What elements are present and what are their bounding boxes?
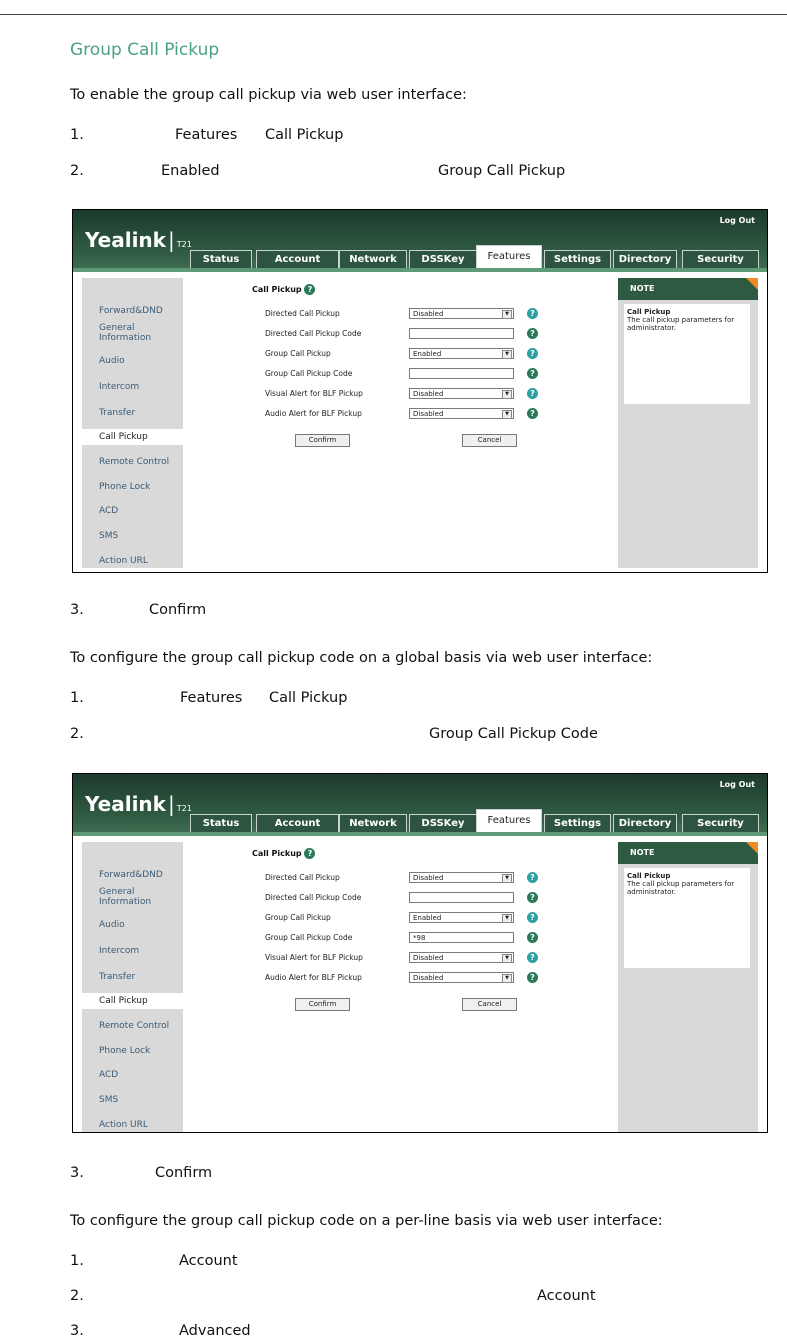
help-icon[interactable]: ? — [527, 872, 538, 883]
note-corner — [746, 278, 758, 290]
help-icon[interactable]: ? — [304, 284, 315, 295]
help-icon[interactable]: ? — [527, 368, 538, 379]
confirm-button[interactable]: Confirm — [295, 998, 350, 1011]
tab-dsskey[interactable]: DSSKey — [409, 250, 477, 268]
note-title: NOTE — [618, 842, 758, 864]
header-divider — [73, 832, 767, 836]
web-header — [73, 774, 767, 832]
intro-per-line: To configure the group call pickup code on a per-line basis via web user interface: — [70, 1213, 663, 1229]
field-label: Group Call Pickup Code — [265, 933, 353, 942]
field-select[interactable]: Disabled ▼ — [409, 408, 514, 419]
chevron-down-icon[interactable]: ▼ — [502, 954, 512, 963]
header-divider — [73, 268, 767, 272]
step-number: 3. — [70, 1323, 84, 1339]
sidebar-item[interactable]: Phone Lock — [99, 1046, 151, 1056]
cancel-button[interactable]: Cancel — [462, 434, 517, 447]
cancel-button[interactable]: Cancel — [462, 998, 517, 1011]
field-select[interactable]: Enabled ▼ — [409, 912, 514, 923]
help-icon[interactable]: ? — [527, 328, 538, 339]
tab-features[interactable]: Features — [476, 245, 542, 269]
tab-account[interactable]: Account — [256, 814, 339, 832]
tab-security[interactable]: Security — [682, 814, 759, 832]
step-keyword: Confirm — [149, 602, 207, 618]
step-number: 3. — [70, 602, 84, 618]
sidebar-item[interactable]: Transfer — [99, 408, 136, 418]
sidebar-item[interactable]: Forward&DND — [99, 306, 163, 316]
field-select[interactable]: Enabled ▼ — [409, 348, 514, 359]
note-body: Call Pickup The call pickup parameters for administrator. — [624, 868, 750, 968]
help-icon[interactable]: ? — [527, 308, 538, 319]
field-label: Group Call Pickup — [265, 913, 331, 922]
sidebar-item[interactable]: Transfer — [99, 972, 136, 982]
step-keyword: Account — [537, 1288, 596, 1304]
help-icon[interactable]: ? — [527, 348, 538, 359]
intro-enable: To enable the group call pickup via web user interface: — [70, 87, 467, 103]
sidebar — [82, 842, 183, 1132]
sidebar-item-call-pickup[interactable]: Call Pickup — [82, 429, 183, 445]
tab-account[interactable]: Account — [256, 250, 339, 268]
note-corner — [746, 842, 758, 854]
step-keyword: Features — [180, 690, 243, 706]
step-number: 2. — [70, 726, 84, 742]
field-select[interactable]: Disabled ▼ — [409, 872, 514, 883]
note-panel — [618, 278, 758, 568]
sidebar-item-general-information[interactable]: General Information — [99, 323, 152, 343]
sidebar-item[interactable]: Intercom — [99, 382, 140, 392]
web-header — [73, 210, 767, 268]
help-icon[interactable]: ? — [527, 912, 538, 923]
help-icon[interactable]: ? — [527, 952, 538, 963]
field-input[interactable] — [409, 368, 514, 379]
help-icon[interactable]: ? — [527, 408, 538, 419]
chevron-down-icon[interactable]: ▼ — [502, 874, 512, 883]
help-icon[interactable]: ? — [527, 388, 538, 399]
field-label: Visual Alert for BLF Pickup — [265, 953, 363, 962]
field-label: Group Call Pickup Code — [265, 369, 353, 378]
step-keyword: Confirm — [155, 1165, 213, 1181]
tab-security[interactable]: Security — [682, 250, 759, 268]
field-label: Directed Call Pickup Code — [265, 329, 362, 338]
step-number: 2. — [70, 163, 84, 179]
tab-directory[interactable]: Directory — [613, 250, 677, 268]
chevron-down-icon[interactable]: ▼ — [502, 914, 512, 923]
field-input[interactable]: *98 — [409, 932, 514, 943]
sidebar-item[interactable]: Action URL — [99, 556, 148, 566]
step-number: 3. — [70, 1165, 84, 1181]
chevron-down-icon[interactable]: ▼ — [502, 410, 512, 419]
chevron-down-icon[interactable]: ▼ — [502, 310, 512, 319]
sidebar-item-call-pickup[interactable]: Call Pickup — [82, 993, 183, 1009]
field-label: Visual Alert for BLF Pickup — [265, 389, 363, 398]
chevron-down-icon[interactable]: ▼ — [502, 390, 512, 399]
field-label: Audio Alert for BLF Pickup — [265, 409, 362, 418]
sidebar-item[interactable]: Audio — [99, 356, 125, 366]
sidebar — [82, 278, 183, 568]
field-select[interactable]: Disabled ▼ — [409, 952, 514, 963]
step-keyword: Account — [179, 1253, 238, 1269]
field-select[interactable]: Disabled ▼ — [409, 388, 514, 399]
field-label: Directed Call Pickup — [265, 309, 340, 318]
field-select[interactable]: Disabled ▼ — [409, 972, 514, 983]
intro-global: To configure the group call pickup code on a global basis via web user interface: — [70, 650, 653, 666]
sidebar-item[interactable]: Remote Control — [99, 1021, 170, 1031]
help-icon[interactable]: ? — [527, 892, 538, 903]
tab-network[interactable]: Network — [339, 814, 407, 832]
step-keyword: Call Pickup — [265, 127, 344, 143]
form-title: Call Pickup ? — [252, 284, 315, 295]
sidebar-item[interactable]: ACD — [99, 1070, 119, 1080]
step-keyword: Features — [175, 127, 238, 143]
field-label: Directed Call Pickup Code — [265, 893, 362, 902]
form-title: Call Pickup ? — [252, 848, 315, 859]
field-select[interactable]: Disabled ▼ — [409, 308, 514, 319]
help-icon[interactable]: ? — [527, 932, 538, 943]
tab-settings[interactable]: Settings — [544, 814, 611, 832]
help-icon[interactable]: ? — [304, 848, 315, 859]
tab-settings[interactable]: Settings — [544, 250, 611, 268]
sidebar-item[interactable]: ACD — [99, 506, 119, 516]
web-ui-screenshot-global-code — [72, 773, 768, 1133]
field-label: Directed Call Pickup — [265, 873, 340, 882]
step-number: 2. — [70, 1288, 84, 1304]
sidebar-item[interactable]: SMS — [99, 1095, 119, 1105]
field-input[interactable] — [409, 892, 514, 903]
page-top-rule — [0, 14, 787, 15]
sidebar-item[interactable]: Forward&DND — [99, 870, 163, 880]
tab-status[interactable]: Status — [190, 814, 252, 832]
tab-status[interactable]: Status — [190, 250, 252, 268]
sidebar-item[interactable]: Intercom — [99, 946, 140, 956]
note-title: NOTE — [618, 278, 758, 300]
chevron-down-icon[interactable]: ▼ — [502, 974, 512, 983]
step-number: 1. — [70, 690, 84, 706]
sidebar-item[interactable]: Remote Control — [99, 457, 170, 467]
step-keyword: Advanced — [179, 1323, 251, 1339]
note-body: Call Pickup The call pickup parameters for administrator. — [624, 304, 750, 404]
web-ui-screenshot-enable — [72, 209, 768, 573]
logout-link[interactable]: Log Out — [719, 216, 755, 225]
yealink-logo: Yealink | T21 — [85, 792, 192, 816]
step-keyword: Group Call Pickup Code — [429, 726, 598, 742]
sidebar-item[interactable]: Audio — [99, 920, 125, 930]
sidebar-item-general-information[interactable]: General Information — [99, 887, 152, 907]
sidebar-item[interactable]: SMS — [99, 531, 119, 541]
step-number: 1. — [70, 1253, 84, 1269]
sidebar-item[interactable]: Phone Lock — [99, 482, 151, 492]
step-keyword: Call Pickup — [269, 690, 348, 706]
confirm-button[interactable]: Confirm — [295, 434, 350, 447]
sidebar-item[interactable]: Action URL — [99, 1120, 148, 1130]
field-input[interactable] — [409, 328, 514, 339]
step-number: 1. — [70, 127, 84, 143]
step-keyword: Enabled — [161, 163, 220, 179]
field-label: Audio Alert for BLF Pickup — [265, 973, 362, 982]
tab-directory[interactable]: Directory — [613, 814, 677, 832]
field-label: Group Call Pickup — [265, 349, 331, 358]
section-title: Group Call Pickup — [70, 40, 220, 60]
chevron-down-icon[interactable]: ▼ — [502, 350, 512, 359]
step-keyword: Group Call Pickup — [438, 163, 566, 179]
help-icon[interactable]: ? — [527, 972, 538, 983]
note-panel — [618, 842, 758, 1132]
tab-dsskey[interactable]: DSSKey — [409, 814, 477, 832]
yealink-logo: Yealink | T21 — [85, 228, 192, 252]
tab-network[interactable]: Network — [339, 250, 407, 268]
logout-link[interactable]: Log Out — [719, 780, 755, 789]
tab-features[interactable]: Features — [476, 809, 542, 833]
